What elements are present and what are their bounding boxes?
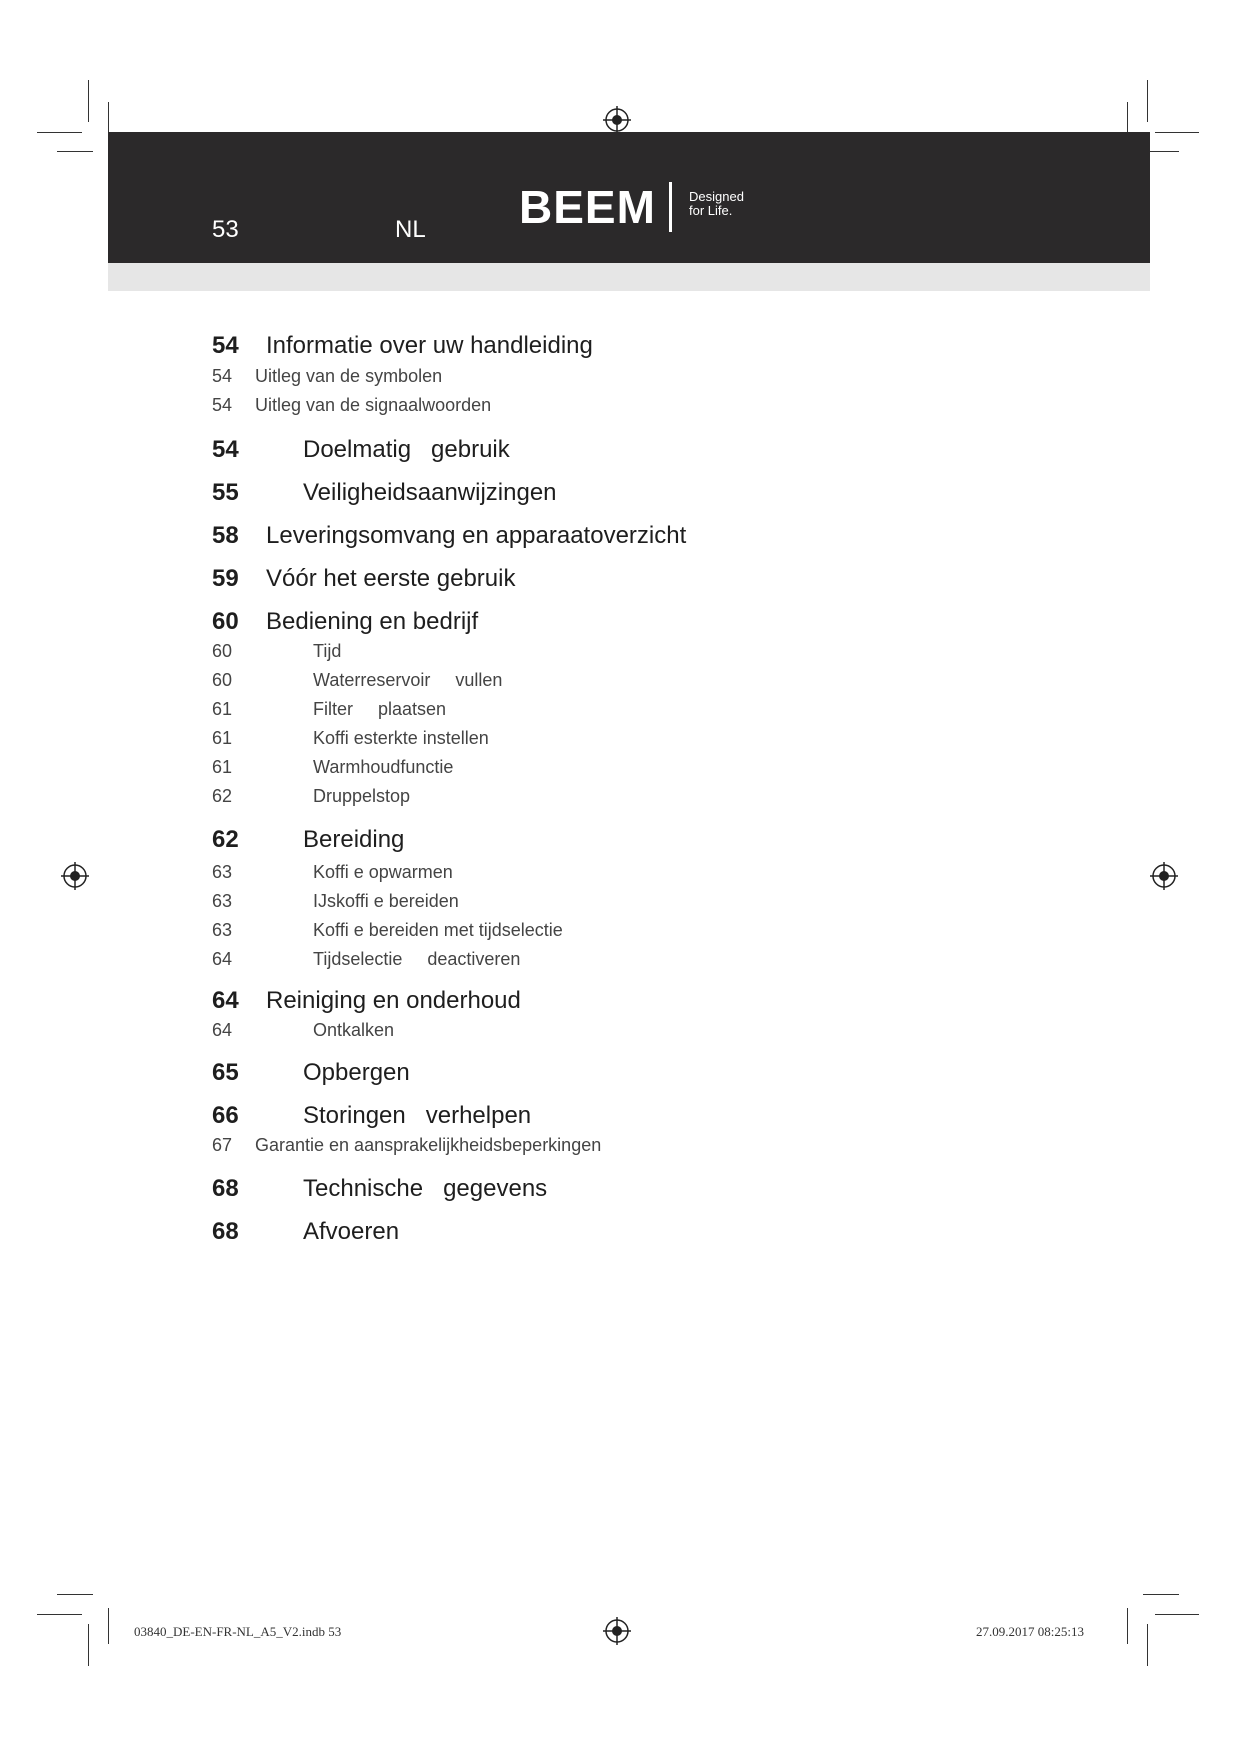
toc-title: Bediening en bedrijf	[266, 608, 479, 635]
toc-entry	[212, 1218, 1112, 1248]
crop-mark	[1127, 1608, 1128, 1644]
crop-mark	[108, 102, 109, 132]
toc-page-number: 63	[212, 920, 233, 940]
toc-title: Filter plaatsen	[313, 699, 447, 719]
toc-entry	[212, 920, 1112, 950]
toc-title: Vóór het eerste gebruik	[266, 565, 516, 592]
toc-title: Leveringsomvang en apparaatoverzicht	[266, 522, 687, 549]
toc-title: Uitleg van de symbolen	[255, 366, 443, 386]
toc-entry	[212, 608, 1112, 638]
toc-page-number: 58	[212, 522, 239, 549]
crop-mark	[37, 132, 82, 133]
toc-title: Storingen verhelpen	[303, 1102, 532, 1129]
toc-entry	[212, 436, 1112, 466]
toc-title: Ontkalken	[313, 1020, 395, 1040]
toc-entry	[212, 641, 1112, 671]
toc-page-number: 60	[212, 670, 233, 690]
toc-page-number: 54	[212, 395, 233, 415]
toc-entry	[212, 1102, 1112, 1132]
brand-tagline	[689, 190, 744, 218]
toc-title: IJskoffi e bereiden	[313, 891, 459, 911]
toc-title: Veiligheidsaanwijzingen	[303, 479, 557, 506]
toc-entry	[212, 1059, 1112, 1089]
crop-mark	[1143, 1594, 1179, 1595]
toc-page-number: 64	[212, 1020, 233, 1040]
footer-file-name: 03840_DE-EN-FR-NL_A5_V2.indb 53	[134, 1624, 342, 1639]
page-number: 53	[212, 216, 239, 243]
toc-page-number: 55	[212, 479, 239, 506]
toc-page-number: 64	[212, 949, 233, 969]
toc-page-number: 63	[212, 891, 233, 911]
registration-mark-icon	[1150, 862, 1178, 890]
crop-mark	[88, 1624, 89, 1666]
toc-page-number: 63	[212, 862, 233, 882]
crop-mark	[57, 1594, 93, 1595]
crop-mark	[37, 1614, 82, 1615]
toc-page-number: 54	[212, 366, 233, 386]
tagline-line: Designed	[689, 189, 744, 204]
toc-page-number: 65	[212, 1059, 239, 1086]
toc-title: Koffi esterkte instellen	[313, 728, 489, 748]
footer-timestamp: 27.09.2017 08:25:13	[976, 1624, 1084, 1639]
toc-title: Uitleg van de signaalwoorden	[255, 395, 492, 415]
registration-mark-icon	[603, 1617, 631, 1645]
tagline-line: for Life.	[689, 203, 733, 218]
toc-title: Informatie over uw handleiding	[266, 332, 593, 359]
registration-mark-icon	[603, 106, 631, 134]
toc-page-number: 62	[212, 786, 233, 806]
crop-mark	[1155, 132, 1199, 133]
toc-page-number: 68	[212, 1218, 239, 1245]
header-strip	[108, 263, 1150, 291]
toc-title: Afvoeren	[303, 1218, 400, 1245]
toc-title: Bereiding	[303, 826, 405, 853]
toc-page-number: 67	[212, 1135, 233, 1155]
toc-page-number: 54	[212, 332, 239, 359]
brand-logo: BEEM	[519, 181, 656, 233]
toc-entry	[212, 699, 1112, 729]
toc-entry	[212, 728, 1112, 758]
toc-entry	[212, 1020, 1112, 1050]
toc-title: Koffi e bereiden met tijdselectie	[313, 920, 563, 940]
toc-entry	[212, 757, 1112, 787]
toc-entry	[212, 366, 1112, 396]
toc-title: Doelmatig gebruik	[303, 436, 510, 463]
toc-page-number: 60	[212, 608, 239, 635]
toc-entry	[212, 987, 1112, 1017]
toc-entry	[212, 891, 1112, 921]
toc-page-number: 61	[212, 728, 233, 748]
toc-title: Waterreservoir vullen	[313, 670, 503, 690]
toc-entry	[212, 670, 1112, 700]
crop-mark	[108, 1608, 109, 1644]
toc-page-number: 61	[212, 757, 233, 777]
crop-mark	[1147, 1624, 1148, 1666]
crop-mark	[57, 151, 93, 152]
crop-mark	[1127, 102, 1128, 132]
toc-entry	[212, 862, 1112, 892]
logo-divider	[669, 182, 672, 232]
toc-page-number: 60	[212, 641, 233, 661]
toc-page-number: 62	[212, 826, 239, 853]
toc-entry	[212, 332, 1112, 362]
toc-title: Koffi e opwarmen	[313, 862, 453, 882]
crop-mark	[1147, 80, 1148, 122]
toc-page-number: 68	[212, 1175, 239, 1202]
toc-title: Warmhoudfunctie	[313, 757, 454, 777]
toc-title: Tijdselectie deactiveren	[313, 949, 521, 969]
toc-title: Tijd	[313, 641, 342, 661]
toc-page-number: 66	[212, 1102, 239, 1129]
toc-entry	[212, 1135, 1112, 1165]
toc-entry	[212, 479, 1112, 509]
toc-entry	[212, 522, 1112, 552]
toc-title: Reiniging en onderhoud	[266, 987, 521, 1014]
toc-page-number: 61	[212, 699, 233, 719]
toc-page-number: 54	[212, 436, 239, 463]
crop-mark	[1155, 1614, 1199, 1615]
crop-mark	[88, 80, 89, 122]
toc-page-number: 59	[212, 565, 239, 592]
registration-mark-icon	[61, 862, 89, 890]
toc-title: Druppelstop	[313, 786, 411, 806]
toc-title: Technische gegevens	[303, 1175, 548, 1202]
toc-entry	[212, 395, 1112, 425]
toc-title: Garantie en aansprakelijkheidsbeperkingen	[255, 1135, 602, 1155]
toc-entry	[212, 949, 1112, 979]
language-label: NL	[395, 216, 426, 243]
toc-entry	[212, 565, 1112, 595]
toc-entry	[212, 786, 1112, 816]
toc-page-number: 64	[212, 987, 239, 1014]
toc-entry	[212, 826, 1112, 856]
toc-entry	[212, 1175, 1112, 1205]
toc-title: Opbergen	[303, 1059, 410, 1086]
